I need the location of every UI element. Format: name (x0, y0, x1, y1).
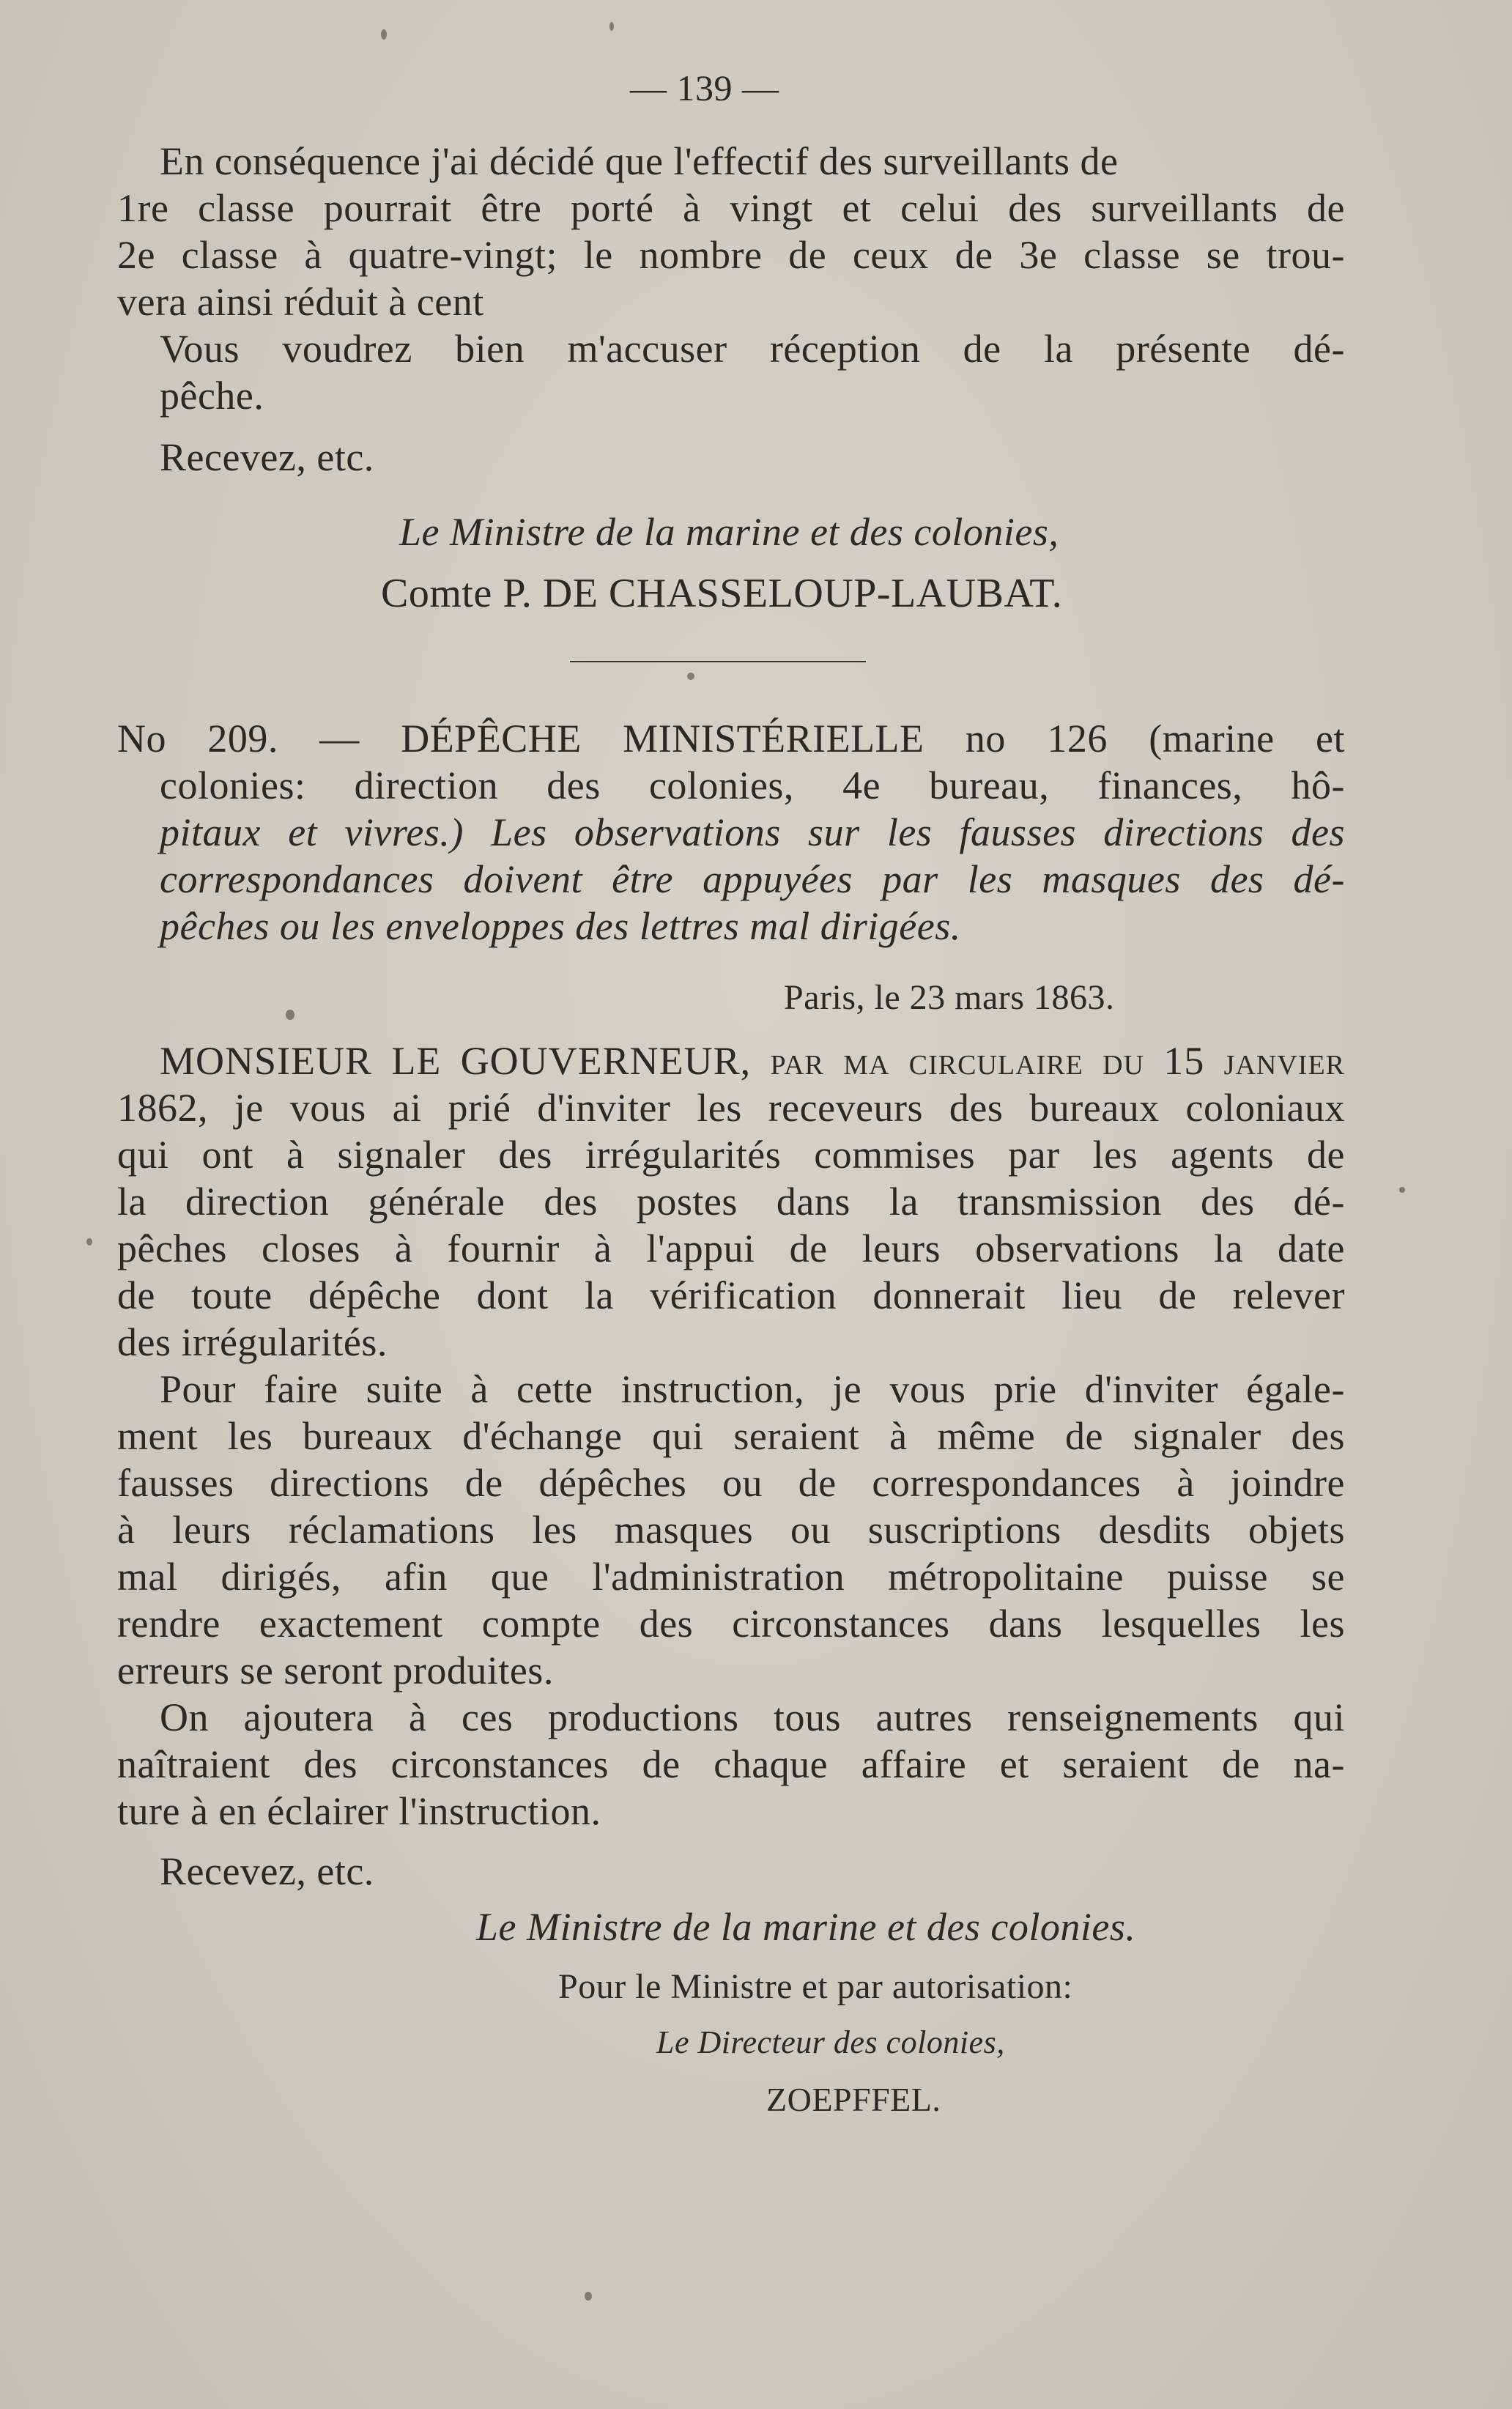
body-line: 2e classe à quatre-vingt; le nombre de ceux de 3e classe se trou- (117, 233, 1345, 277)
body-line: des irrégularités. (117, 1320, 388, 1364)
body-line: ment les bureaux d'échange qui seraient à même de signaler des (117, 1414, 1345, 1458)
section-divider (570, 661, 866, 662)
closing-formula: Recevez, etc. (160, 435, 374, 479)
dispatch-summary: pêches ou les enveloppes des lettres mal dirigées. (160, 904, 961, 948)
body-line: rendre exactement compte des circonstances dans lesquelles les (117, 1602, 1345, 1646)
body-line: On ajoutera à ces productions tous autres renseignements qui (160, 1695, 1345, 1739)
paper-speck (609, 22, 614, 31)
signature-name: Comte P. DE CHASSELOUP-LAUBAT. (381, 571, 1063, 616)
body-line: erreurs se seront produites. (117, 1648, 554, 1692)
dispatch-summary: correspondances doivent être appuyées par les masques des dé- (160, 857, 1345, 901)
closing-formula: Recevez, etc. (160, 1849, 374, 1893)
body-line: ture à en éclairer l'instruction. (117, 1789, 601, 1833)
body-line: la direction générale des postes dans la transmission des dé- (117, 1180, 1345, 1224)
body-line: pêches closes à fournir à l'appui de leurs observations la date (117, 1226, 1345, 1270)
signature-director: Le Directeur des colonies, (656, 2024, 1005, 2060)
signature-name: ZOEPFFEL. (766, 2081, 941, 2118)
paper-speck (381, 29, 387, 40)
body-line: En conséquence j'ai décidé que l'effectif des surveillants de (160, 139, 1119, 183)
signature-subtitle: Pour le Ministre et par autorisation: (558, 1967, 1073, 2006)
body-line: 1862, je vous ai prié d'inviter les receveurs des bureaux coloniaux (117, 1086, 1345, 1130)
body-line: Pour faire suite à cette instruction, je vous prie d'inviter égale- (160, 1367, 1345, 1411)
body-line: Vous voudrez bien m'accuser réception de la présente dé- (160, 327, 1345, 371)
paper-speck (86, 1238, 92, 1246)
body-line: fausses directions de dépêches ou de correspondances à joindre (117, 1461, 1345, 1505)
dispatch-summary: pitaux et vivres.) Les observations sur les fausses directions des (160, 810, 1345, 854)
body-line: pêche. (160, 374, 264, 418)
paper-speck (585, 2292, 592, 2301)
body-line: MONSIEUR LE GOUVERNEUR, par ma circulaire du 15 janvier (160, 1039, 1345, 1083)
body-line: de toute dépêche dont la vérification donnerait lieu de relever (117, 1273, 1345, 1317)
body-line: qui ont à signaler des irrégularités commises par les agents de (117, 1133, 1345, 1177)
signature-title: Le Ministre de la marine et des colonies, (399, 510, 1059, 554)
paper-speck (286, 1010, 294, 1020)
body-line: mal dirigés, afin que l'administration métropolitaine puisse se (117, 1555, 1345, 1599)
paper-speck (1399, 1187, 1405, 1193)
dispatch-heading: colonies: direction des colonies, 4e bureau, finances, hô- (160, 763, 1345, 807)
dispatch-heading: No 209. — DÉPÊCHE MINISTÉRIELLE no 126 (marine et (117, 717, 1345, 761)
body-line: 1re classe pourrait être porté à vingt et celui des surveillants de (117, 186, 1345, 230)
paper-speck (687, 673, 694, 680)
body-line: naîtraient des circonstances de chaque affaire et seraient de na- (117, 1742, 1345, 1786)
page-number: — 139 — (630, 67, 779, 108)
body-line: à leurs réclamations les masques ou suscriptions desdits objets (117, 1508, 1345, 1552)
signature-title: Le Ministre de la marine et des colonies. (476, 1905, 1136, 1949)
dateline: Paris, le 23 mars 1863. (784, 978, 1115, 1017)
body-line: vera ainsi réduit à cent (117, 280, 484, 324)
